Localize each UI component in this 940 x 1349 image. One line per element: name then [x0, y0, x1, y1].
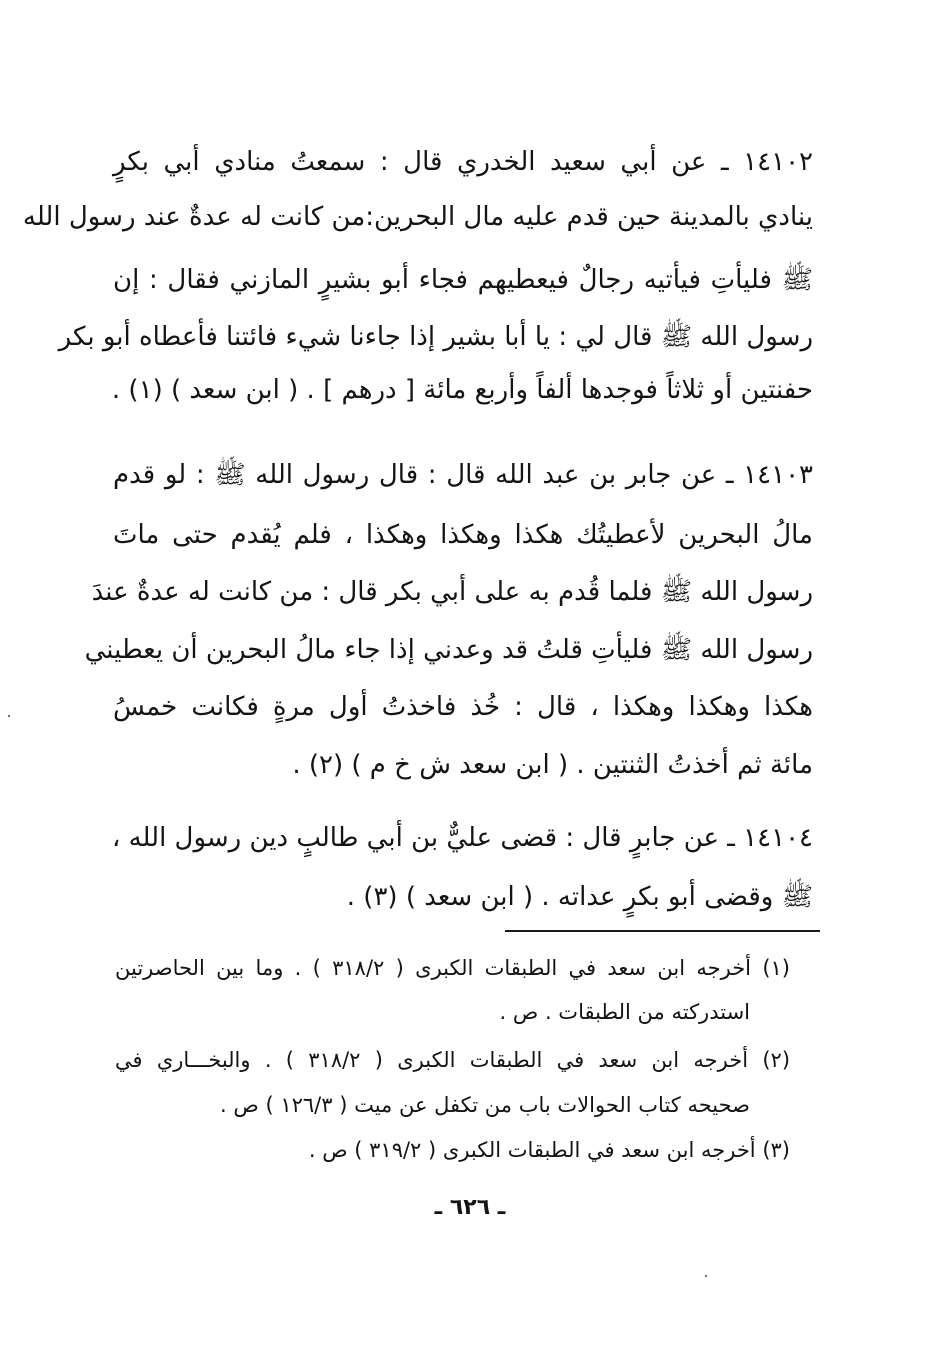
hadith-14103-line-3: رسول الله ﷺ فلما قُدم به على أبي بكر قال : من كانت له عدةٌ عندَ — [91, 577, 813, 607]
footnote-3-line-1: (٣) أخرجه ابن سعد في الطبقات الكبرى ( ٣١٩/٢ ) ص . — [308, 1138, 790, 1162]
hadith-14103-line-1: ١٤١٠٣ ـ عن جابر بن عبد الله قال : قال رسول الله ﷺ : لو قدم — [113, 460, 813, 490]
scan-speck — [705, 1275, 707, 1277]
hadith-14103-line-6: مائة ثم أخذتُ الثنتين . ( ابن سعد ش خ م ) (٢) . — [292, 750, 813, 780]
footnote-1-line-2: استدركته من الطبقات . ص . — [499, 1000, 750, 1024]
hadith-14103-line-5: هكذا وهكذا وهكذا ، قال : خُذ فاخذتُ أول مرةٍ فكانت خمسُ — [113, 692, 813, 722]
page-number: ـ ٦٢٦ ـ — [434, 1195, 506, 1220]
hadith-14102-line-5: حفنتين أو ثلاثاً فوجدها ألفاً وأربع مائة [ درهم ] . ( ابن سعد ) (١) . — [111, 375, 813, 405]
footnote-1-line-1: (١) أخرجه ابن سعد في الطبقات الكبرى ( ٣١٨/٢ ) . وما بين الحاصرتين — [115, 956, 790, 980]
hadith-14102-line-4: رسول الله ﷺ قال لي : يا أبا بشير إذا جاءنا شيء فائتنا فأعطاه أبو بكر — [58, 322, 813, 352]
footnote-separator — [505, 930, 820, 932]
hadith-14102-line-2: ينادي بالمدينة حين قدم عليه مال البحرين:من كانت له عدةٌ عند رسول الله — [22, 202, 813, 232]
hadith-14102-line-1: ١٤١٠٢ ـ عن أبي سعيد الخدري قال : سمعتُ منادي أبي بكرٍ — [113, 147, 813, 177]
hadith-14102-line-3: ﷺ فليأتِ فيأتيه رجالٌ فيعطيهم فجاء أبو بشيرٍ المازني فقال : إن — [113, 265, 813, 295]
hadith-14103-line-4: رسول الله ﷺ فليأتِ قلتُ قد وعدني إذا جاء مالُ البحرين أن يعطيني — [84, 635, 813, 665]
hadith-14104-line-2: ﷺ وقضى أبو بكرٍ عداته . ( ابن سعد ) (٣) . — [346, 882, 813, 912]
hadith-14103-line-2: مالُ البحرين لأعطيتُك هكذا وهكذا وهكذا ، فلم يُقدم حتى ماتَ — [113, 520, 813, 550]
hadith-14104-line-1: ١٤١٠٤ ـ عن جابرٍ قال : قضى عليٌّ بن أبي طالبٍ دين رسول الله ، — [111, 823, 813, 853]
footnote-2-line-2: صحيحه كتاب الحوالات باب من تكفل عن ميت ( ١٢٦/٣ ) ص . — [220, 1093, 750, 1117]
footnote-2-line-1: (٢) أخرجه ابن سعد في الطبقات الكبرى ( ٣١٨/٢ ) . والبخـــاري في — [115, 1048, 791, 1072]
scan-speck — [8, 715, 10, 717]
